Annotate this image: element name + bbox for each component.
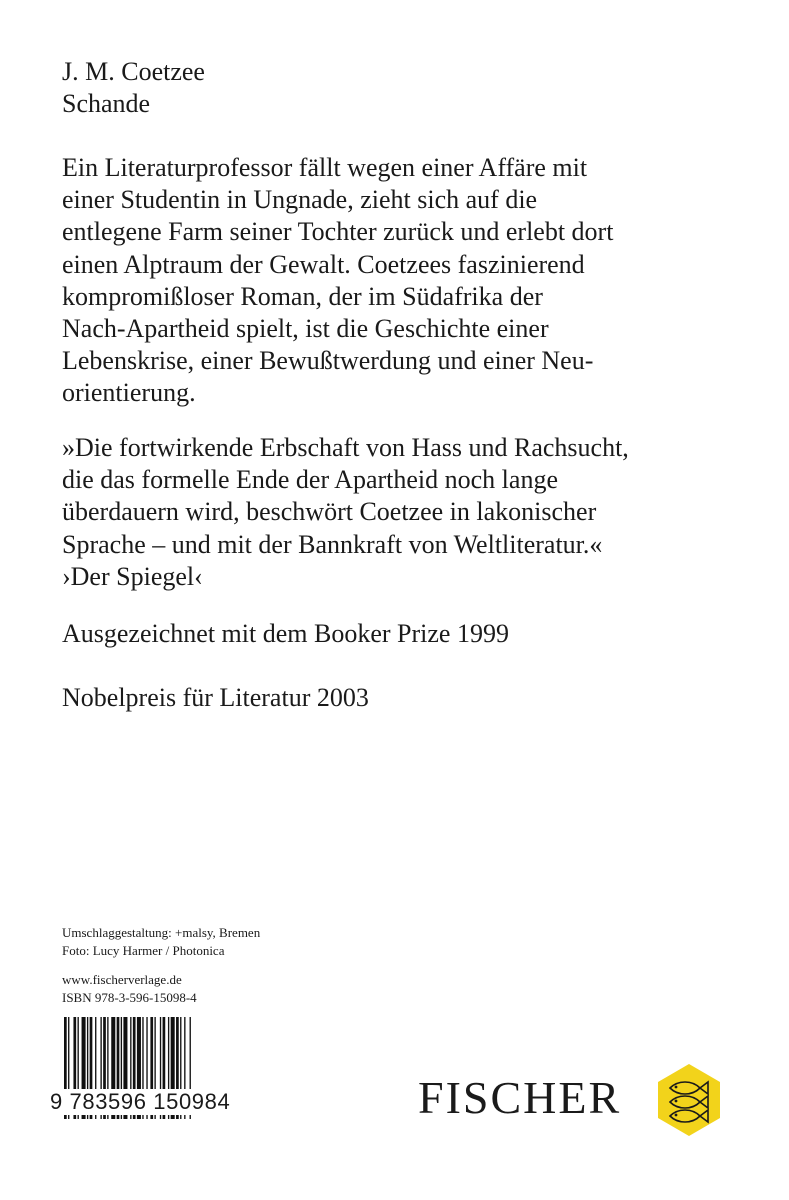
design-credit: Umschlaggestaltung: +malsy, Bremen xyxy=(62,925,261,940)
publishing-info xyxy=(62,971,197,1007)
booker-prize-note: Ausgezeichnet mit dem Booker Prize 1999 xyxy=(62,619,509,648)
quote-line: die das formelle Ende der Apartheid noch lange xyxy=(62,465,558,495)
book-header xyxy=(62,56,205,120)
blurb-line: Nach-Apartheid spielt, ist die Geschichte einer xyxy=(62,314,549,344)
publisher-website: www.fischerverlage.de xyxy=(62,972,182,987)
fischer-fish-logo-icon xyxy=(656,1062,722,1138)
cover-credits xyxy=(62,924,260,960)
quote-line: überdauern wird, beschwört Coetzee in lakonischer xyxy=(62,497,597,527)
blurb-line: Ein Literaturprofessor fällt wegen einer Affäre mit xyxy=(62,153,588,182)
blurb-line: orientierung. xyxy=(62,378,196,408)
photo-credit: Foto: Lucy Harmer / Photonica xyxy=(62,943,225,958)
blurb-line: Lebenskrise, einer Bewußtwerdung und einer Neu- xyxy=(62,346,594,376)
blurb-line: einen Alptraum der Gewalt. Coetzees faszinierend xyxy=(62,249,585,279)
blurb-line: entlegene Farm seiner Tochter zurück und erlebt dort xyxy=(62,217,614,247)
blurb-line: kompromißloser Roman, der im Südafrika der xyxy=(62,281,543,311)
book-title: Schande xyxy=(62,89,151,118)
isbn-number: ISBN 978-3-596-15098-4 xyxy=(62,990,197,1005)
quote-source: ›Der Spiegel‹ xyxy=(62,561,203,591)
quote-line: »Die fortwirkende Erbschaft von Hass und Rachsucht, xyxy=(62,433,629,462)
author-name: J. M. Coetzee xyxy=(62,57,205,86)
barcode-digits: 9 783596 150984 xyxy=(50,1089,231,1114)
blurb-line: einer Studentin in Ungnade, zieht sich auf die xyxy=(62,185,538,215)
quote-line: Sprache – und mit der Bannkraft von Weltliteratur.« xyxy=(62,529,603,559)
nobel-prize-note: Nobelpreis für Literatur 2003 xyxy=(62,683,369,712)
book-blurb xyxy=(62,152,613,410)
review-quote xyxy=(62,432,629,593)
publisher-name: FISCHER xyxy=(418,1072,622,1123)
